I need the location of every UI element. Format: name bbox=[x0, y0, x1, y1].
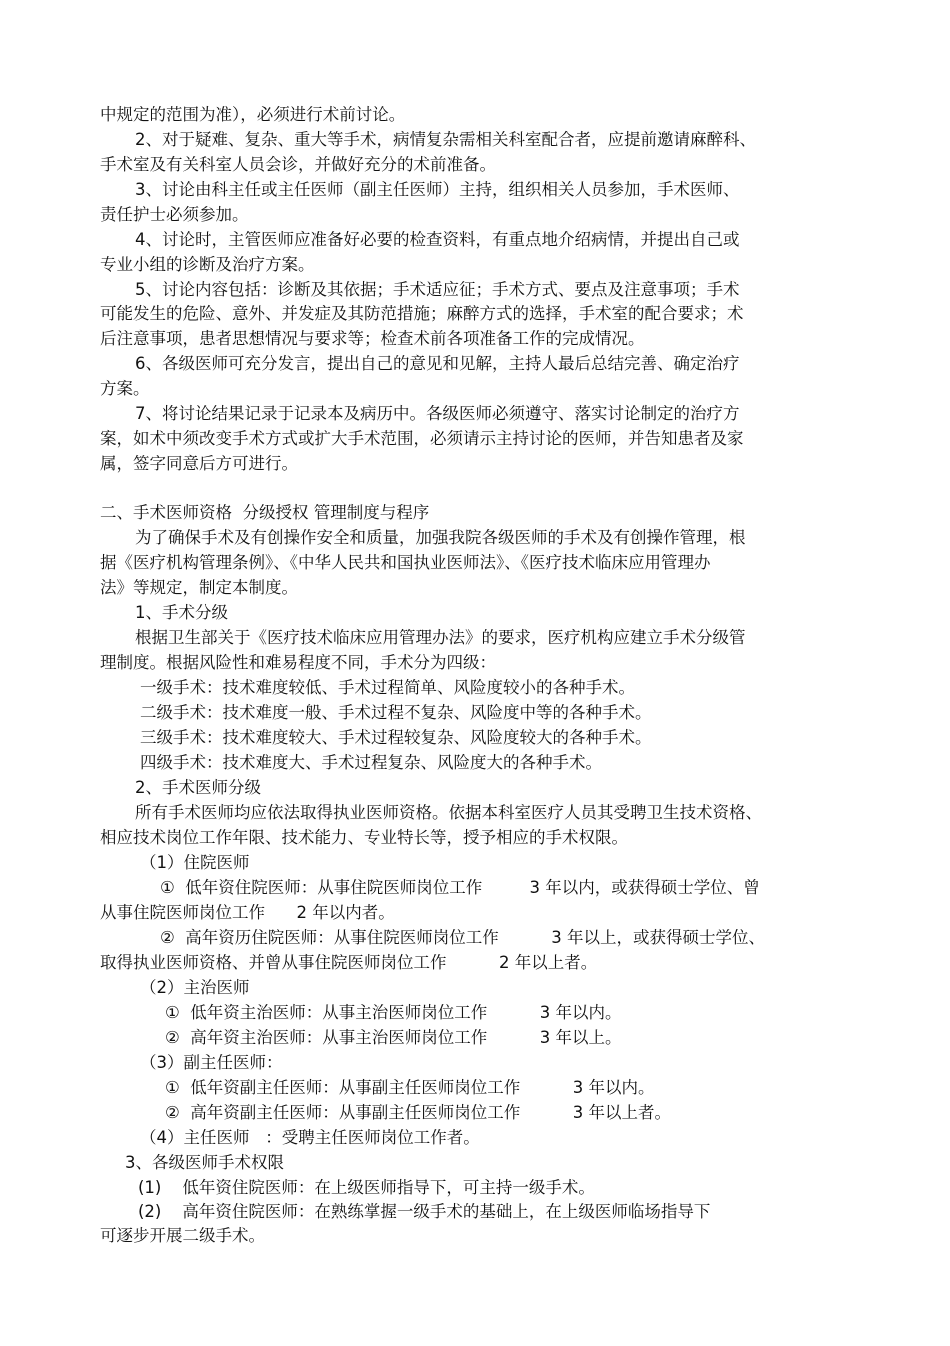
text-line: 方案。 bbox=[100, 379, 150, 398]
text-line: 属，签字同意后方可进行。 bbox=[100, 454, 298, 473]
text-line: 4、讨论时，主管医师应准备好必要的检查资料，有重点地介绍病情，并提出自己或 bbox=[135, 230, 740, 249]
text-line: ① 低年资副主任医师：从事副主任医师岗位工作 3 年以内。 bbox=[165, 1078, 655, 1097]
text-line: 案，如术中须改变手术方式或扩大手术范围，必须请示主持讨论的医师，并告知患者及家 bbox=[100, 429, 744, 448]
text-line: 专业小组的诊断及治疗方案。 bbox=[100, 255, 315, 274]
text-line: (2) 高年资住院医师：在熟练掌握一级手术的基础上，在上级医师临场指导下 bbox=[138, 1202, 711, 1221]
subheading: 2、手术医师分级 bbox=[135, 778, 261, 797]
text-line: 可能发生的危险、意外、并发症及其防范措施；麻醉方式的选择，手术室的配合要求；术 bbox=[100, 304, 744, 323]
text-line: 三级手术：技术难度较大、手术过程较复杂、风险度较大的各种手术。 bbox=[140, 728, 652, 747]
text-line: 根据卫生部关于《医疗技术临床应用管理办法》的要求，医疗机构应建立手术分级管 bbox=[135, 628, 746, 647]
text-line: 据《医疗机构管理条例》、《中华人民共和国执业医师法》、《医疗技术临床应用管理办 bbox=[100, 553, 711, 572]
text-line: （2）主治医师 bbox=[140, 978, 250, 997]
text-line: 5、讨论内容包括：诊断及其依据；手术适应征；手术方式、要点及注意事项；手术 bbox=[135, 280, 740, 299]
text-line: 7、将讨论结果记录于记录本及病历中。各级医师必须遵守、落实讨论制定的治疗方 bbox=[135, 404, 740, 423]
text-line: ① 低年资住院医师：从事住院医师岗位工作 3 年以内，或获得硕士学位、曾 bbox=[160, 878, 760, 897]
text-line: 四级手术：技术难度大、手术过程复杂、风险度大的各种手术。 bbox=[140, 753, 602, 772]
subheading: 3、各级医师手术权限 bbox=[125, 1153, 284, 1172]
text-line: 中规定的范围为准），必须进行术前讨论。 bbox=[100, 105, 406, 124]
text-line: 从事住院医师岗位工作 2 年以内者。 bbox=[100, 903, 395, 922]
text-line: 6、各级医师可充分发言，提出自己的意见和见解，主持人最后总结完善、确定治疗 bbox=[135, 354, 740, 373]
text-line: ① 低年资主治医师：从事主治医师岗位工作 3 年以内。 bbox=[165, 1003, 622, 1022]
text-line: ② 高年资副主任医师：从事副主任医师岗位工作 3 年以上者。 bbox=[165, 1103, 671, 1122]
text-line: 所有手术医师均应依法取得执业医师资格。依据本科室医疗人员其受聘卫生技术资格、 bbox=[135, 803, 762, 822]
text-line: 二级手术：技术难度一般、手术过程不复杂、风险度中等的各种手术。 bbox=[140, 703, 652, 722]
text-line: 2、对于疑难、复杂、重大等手术，病情复杂需相关科室配合者，应提前邀请麻醉科、 bbox=[135, 130, 756, 149]
text-line: 为了确保手术及有创操作安全和质量，加强我院各级医师的手术及有创操作管理，根 bbox=[135, 528, 746, 547]
text-line: 后注意事项，患者思想情况与要求等；检查术前各项准备工作的完成情况。 bbox=[100, 329, 645, 348]
section-heading: 二、手术医师资格 分级授权 管理制度与程序 bbox=[100, 503, 430, 522]
text-line: 3、讨论由科主任或主任医师（副主任医师）主持，组织相关人员参加，手术医师、 bbox=[135, 180, 740, 199]
text-line: 手术室及有关科室人员会诊，并做好充分的术前准备。 bbox=[100, 155, 496, 174]
text-line: 一级手术：技术难度较低、手术过程简单、风险度较小的各种手术。 bbox=[140, 678, 635, 697]
text-line: ② 高年资主治医师：从事主治医师岗位工作 3 年以上。 bbox=[165, 1028, 622, 1047]
text-line: （3）副主任医师： bbox=[140, 1053, 283, 1072]
text-line: （1）住院医师 bbox=[140, 853, 250, 872]
text-line: (1) 低年资住院医师：在上级医师指导下，可主持一级手术。 bbox=[138, 1178, 595, 1197]
text-line: 责任护士必须参加。 bbox=[100, 205, 249, 224]
text-line: 相应技术岗位工作年限、技术能力、专业特长等，授予相应的手术权限。 bbox=[100, 828, 628, 847]
text-line: ② 高年资历住院医师：从事住院医师岗位工作 3 年以上，或获得硕士学位、 bbox=[160, 928, 765, 947]
text-line: 取得执业医师资格、并曾从事住院医师岗位工作 2 年以上者。 bbox=[100, 953, 598, 972]
text-line: 可逐步开展二级手术。 bbox=[100, 1226, 265, 1245]
subheading: 1、手术分级 bbox=[135, 603, 228, 622]
text-line: （4）主任医师 ：受聘主任医师岗位工作者。 bbox=[140, 1128, 480, 1147]
text-line: 法》等规定，制定本制度。 bbox=[100, 578, 298, 597]
text-line: 理制度。根据风险性和难易程度不同，手术分为四级： bbox=[100, 653, 496, 672]
